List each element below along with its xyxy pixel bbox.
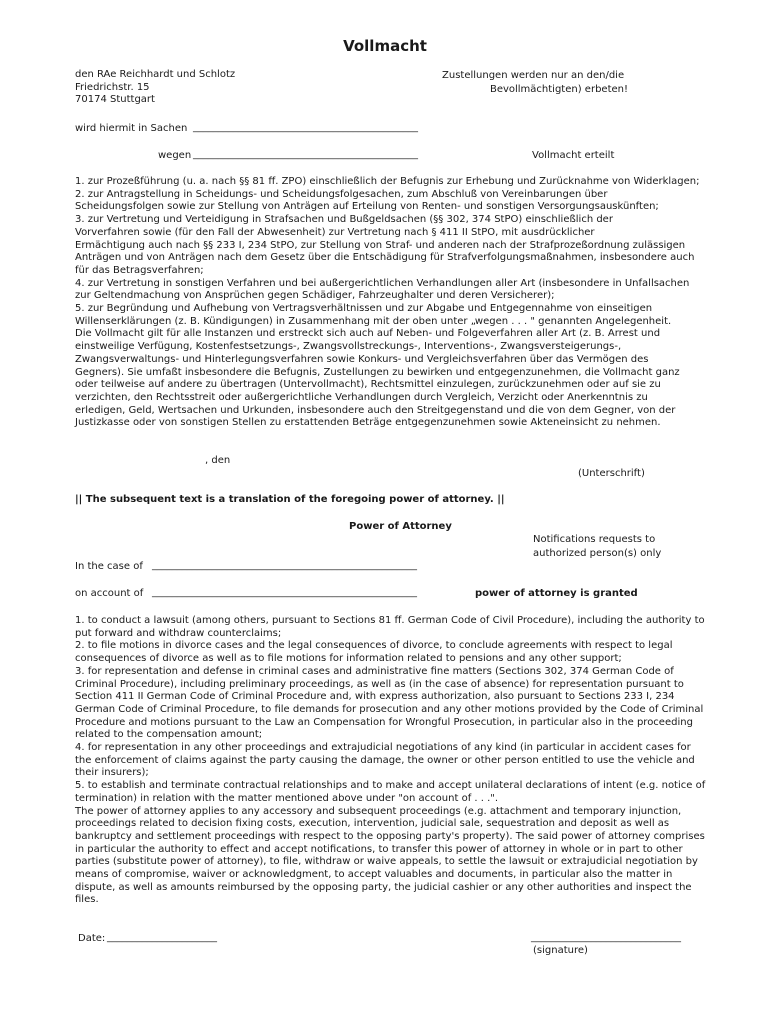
german-body-line: 3. zur Vertretung und Verteidigung in Strafsachen und Bußgeldsachen (§§ 302, 374 StPO) einschließlich der (75, 214, 613, 226)
german-body-line: Gegners). Sie umfaßt insbesondere die Befugnis, Zustellungen zu bewirken und entgegenzunehmen, die Vollmacht ganz (75, 366, 680, 378)
german-body-line: Anträgen und von Anträgen nach dem Gesetz über die Entschädigung für Strafverfolgungsmaßnahmen, insbesondere auch (75, 252, 695, 264)
english-body-line: 4. for representation in any other proceedings and extrajudicial negotiations of any kind (in particular in accident cases for (75, 742, 691, 754)
english-body-line: 2. to file motions in divorce cases and the legal consequences of divorce, to conclude agreements with respect to legal (75, 640, 673, 652)
german-body-line: Die Vollmacht gilt für alle Instanzen und erstreckt sich auch auf Neben- und Folgeverfahren aller Art (z. B. Arrest und (75, 328, 661, 340)
de-because-field[interactable]: _____________________________________________ (193, 149, 418, 160)
german-body-line: Scheidungsfolgen sowie zur Stellung von Anträgen auf Erteilung von Renten- und sonstigen Versorgungsauskünften; (75, 201, 659, 213)
english-body-line: Section 411 II German Code of Criminal Procedure and, with express authorization, also pursuant to Sections 233 I, 234 (75, 691, 675, 703)
german-body-line: Vorverfahren sowie (für den Fall der Abwesenheit) zur Vertretung nach § 411 II StPO, mit ausdrücklicher (75, 226, 595, 238)
german-body-line: zur Geltendmachung von Ansprüchen gegen Schädiger, Fahrzeughalter und deren Versicherer); (75, 290, 555, 302)
notifications-line: Notifications requests to (533, 534, 656, 545)
german-body-line: Willenserklärungen (z. B. Kündigungen) in Zusammenhang mit der oben unter „wegen . . . " genannten Angelegenheit. (75, 315, 672, 327)
de-signature-label: (Unterschrift) (578, 468, 645, 479)
german-body-line: 1. zur Prozeßführung (u. a. nach §§ 81 ff. ZPO) einschließlich der Befugnis zur Erhebung und Zurücknahme von Widerklagen; (75, 176, 700, 187)
english-body-line: in particular the authority to effect and accept notifications, to transfer this power of attorney in whole or in part to other (75, 843, 683, 855)
english-body-line: Procedure and motions pursuant to the Law an Compensation for Wrongful Prosecution, in particular also in the proceeding (75, 716, 693, 728)
english-body-line: related to the compensation amount; (75, 729, 263, 741)
german-body-line: für das Betragsverfahren; (75, 264, 204, 276)
english-body-line: Criminal Procedure), including preliminary proceedings, as well as (in the case of absence) for representation pursuant to (75, 678, 684, 690)
english-body-line: 3. for representation and defense in criminal cases and administrative fine matters (Sections 302, 374 German Code of (75, 665, 674, 677)
english-body (75, 615, 725, 907)
address-line: den RAe Reichhardt und Schlotz (75, 69, 236, 80)
english-body-line: the enforcement of claims against the party causing the damage, the owner or other person entitled to use the vehicle and (75, 754, 695, 766)
english-body-line: bankruptcy and settlement proceedings with respect to the opposing party's property). The said power of attorney comprises (75, 830, 705, 842)
german-body-line: oder teilweise auf andere zu übertragen (Untervollmacht), Rechtsmittel einzulegen, zurückzunehmen oder auf sie zu (75, 379, 661, 391)
en-granted-text: power of attorney is granted (475, 588, 638, 599)
notifications-note (533, 533, 661, 561)
english-body-line: The power of attorney applies to any accessory and subsequent proceedings (e.g. attachment and temporary injunction, (75, 805, 682, 817)
german-body (75, 176, 725, 430)
delivery-note-line: Zustellungen werden nur an den/die (442, 70, 625, 81)
german-body-line: erledigen, Geld, Wertsachen und Urkunden, insbesondere auch den Streitgegenstand und die von dem Gegner, von der (75, 404, 676, 416)
german-body-line: verzichten, den Rechtsstreit oder außergerichtliche Verhandlungen durch Vergleich, Verzicht oder Anerkenntnis zu (75, 391, 648, 403)
en-account-label: on account of (75, 588, 144, 599)
english-body-line: parties (substitute power of attorney), to file, withdraw or waive appeals, to settle the lawsuit or extrajudicial negotiation by (75, 856, 698, 868)
english-body-line: termination) in relation with the matter mentioned above under "on account of . . .". (75, 792, 499, 804)
english-body-line: proceedings related to decision fixing costs, execution, intervention, judicial sale, sequestration and deposit as well as (75, 818, 670, 830)
english-body-line: consequences of divorce as well as to file motions for information related to pensions and any other support; (75, 653, 622, 665)
de-case-label: wird hiermit in Sachen (75, 123, 188, 134)
german-body-line: Zwangsverwaltungs- und Hinterlegungsverfahren sowie Konkurs- und Vergleichsverfahren über das Vermögen des (75, 353, 649, 365)
german-body-line: 5. zur Begründung und Aufhebung von Vertragsverhältnissen und zur Abgabe und Entgegennahme von einseitigen (75, 303, 653, 315)
notifications-line: authorized person(s) only (533, 548, 662, 559)
english-body-line: 5. to establish and terminate contractual relationships and to make and accept unilateral declarations of intent (e.g. notice of (75, 780, 706, 792)
address-line: 70174 Stuttgart (75, 94, 155, 106)
en-date-field[interactable]: ______________________ (107, 932, 217, 943)
english-body-line: German Code of Criminal Procedure, to file demands for prosecution and any other motions provided by the Code of Criminal (75, 703, 704, 715)
translation-note: || The subsequent text is a translation of the foregoing power of attorney. || (75, 494, 505, 505)
english-body-line: 1. to conduct a lawsuit (among others, pursuant to Sections 81 ff. German Code of Civil Procedure), including the authority to (75, 615, 705, 626)
english-body-line: put forward and withdraw counterclaims; (75, 627, 282, 639)
document-title: Vollmacht (343, 37, 427, 55)
en-signature-label: (signature) (533, 945, 588, 956)
english-body-line: means of compromise, waiver or acknowledgment, to accept valuables and documents, in particular also the matter in (75, 869, 673, 881)
en-case-field[interactable]: _____________________________________________________ (152, 560, 417, 571)
german-body-line: 4. zur Vertretung in sonstigen Verfahren und bei außergerichtlichen Verhandlungen aller Art (insbesondere in Unfallsachen (75, 277, 690, 289)
en-account-field[interactable]: _____________________________________________________ (152, 587, 417, 598)
de-case-field[interactable]: _____________________________________________ (193, 122, 418, 133)
english-body-line: dispute, as well as amounts reimbursed by the opposing party, the judicial cashier or any other authorities and inspect the (75, 881, 692, 893)
delivery-note-line: Bevollmächtigten) erbeten! (489, 84, 628, 95)
german-body-line: 2. zur Antragstellung in Scheidungs- und Scheidungsfolgesachen, zum Abschluß von Vereinbarungen über (75, 188, 608, 200)
english-body-line: files. (75, 894, 99, 906)
english-title: Power of Attorney (349, 521, 452, 532)
en-date-label: Date: (78, 933, 106, 944)
german-body-line: Ermächtigung auch nach §§ 233 I, 234 StPO, zur Stellung von Straf- und anderen nach der Strafprozeßordnung zulässigen (75, 239, 686, 251)
de-granted-text: Vollmacht erteilt (532, 150, 615, 161)
de-because-label: wegen (158, 150, 192, 161)
en-signature-field[interactable]: ______________________________ (531, 932, 681, 943)
english-body-line: their insurers); (75, 767, 149, 779)
german-body-line: Justizkasse oder von sonstigen Stellen zu erstattenden Beträge entgegenzunehmen sowie Akteneinsicht zu nehmen. (75, 417, 661, 429)
german-body-line: einstweilige Verfügung, Kostenfestsetzungs-, Zwangsvollstreckungs-, Interventions-, Zwangsversteigerungs-, (75, 341, 622, 353)
de-date-text: , den (205, 455, 231, 466)
delivery-note (442, 69, 628, 97)
address-line: Friedrichstr. 15 (75, 81, 150, 93)
en-case-label: In the case of (75, 561, 143, 572)
